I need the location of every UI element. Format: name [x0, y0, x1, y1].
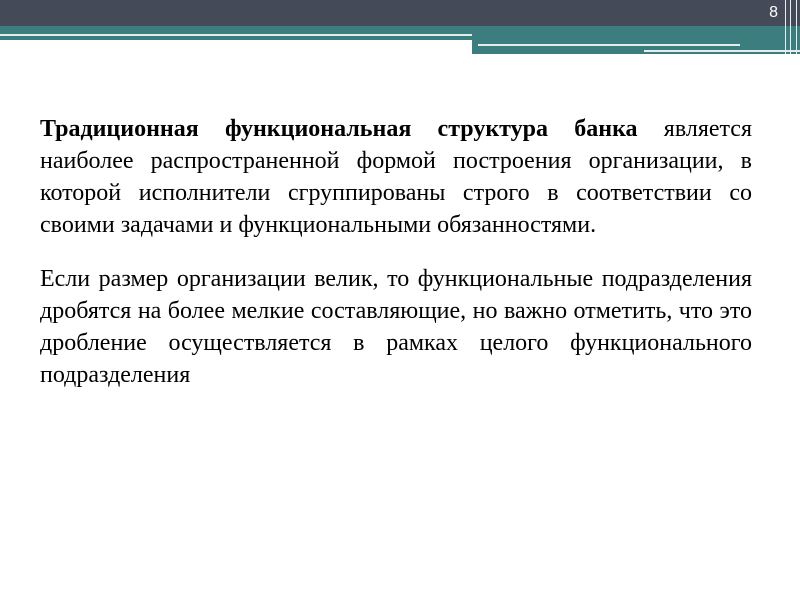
definition-text: является наиболее распространенной формой построения организации, в которой исполнители сгруппированы строго в соответствии со своими задачами и функциональными обязанностями. [40, 116, 752, 238]
header-band [0, 0, 800, 26]
shelf-line [478, 44, 740, 46]
accent-line [0, 34, 472, 36]
accent-strip [0, 26, 800, 40]
term-heading: Традиционная функциональная структура банка [40, 116, 638, 142]
shelf-line-short [644, 50, 800, 52]
decor-vline [796, 0, 797, 54]
decor-vline [790, 0, 791, 54]
paragraph-large-organization: Если размер организации велик, то функциональные подразделения дробятся на более мелкие составляющие, но важно отметить, что это дробление осуществляется в рамках целого функционального подразделения [40, 266, 752, 388]
paragraph-definition [40, 113, 752, 241]
slide-body [40, 113, 752, 391]
decor-vline [785, 0, 786, 54]
page-number: 8 [769, 4, 778, 21]
